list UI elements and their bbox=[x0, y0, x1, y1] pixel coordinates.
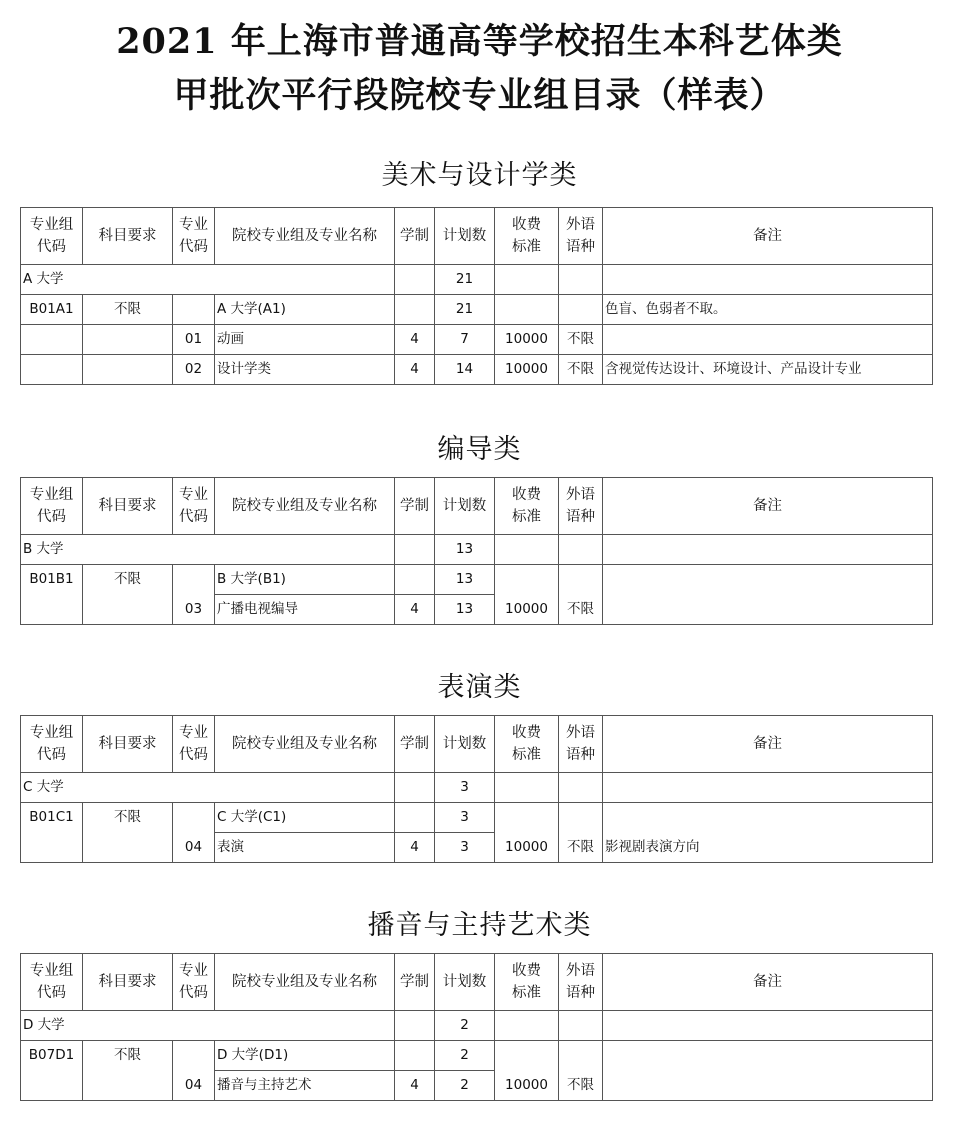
major-row bbox=[21, 833, 933, 863]
school-fee bbox=[495, 535, 559, 565]
header-group-code-line: 代码 bbox=[37, 747, 66, 763]
school-name: B 大学 bbox=[21, 535, 395, 565]
group-code: B01B1 bbox=[21, 565, 83, 595]
header-note: 备注 bbox=[603, 716, 933, 773]
school-lang bbox=[559, 1011, 603, 1041]
group-note bbox=[603, 565, 933, 595]
header-years: 学制 bbox=[395, 478, 435, 535]
major-code: 04 bbox=[173, 1071, 215, 1101]
header-group-code-line: 专业组 bbox=[29, 487, 74, 503]
header-row bbox=[21, 478, 933, 535]
major-lang: 不限 bbox=[559, 325, 603, 355]
major-note bbox=[603, 325, 933, 355]
school-note bbox=[603, 1011, 933, 1041]
group-row bbox=[21, 1041, 933, 1071]
major-group-code bbox=[21, 1071, 83, 1101]
header-plan: 计划数 bbox=[435, 954, 495, 1011]
header-fee bbox=[495, 208, 559, 265]
header-group-code-line: 代码 bbox=[37, 239, 66, 255]
school-name: C 大学 bbox=[21, 773, 395, 803]
header-major-code bbox=[173, 208, 215, 265]
header-name: 院校专业组及专业名称 bbox=[215, 716, 395, 773]
group-fee bbox=[495, 565, 559, 595]
header-note: 备注 bbox=[603, 478, 933, 535]
group-name: D 大学(D1) bbox=[215, 1041, 395, 1071]
school-note bbox=[603, 773, 933, 803]
major-subject-req bbox=[83, 595, 173, 625]
header-lang-line: 外语 bbox=[566, 963, 595, 979]
major-lang: 不限 bbox=[559, 355, 603, 385]
header-group-code-line: 代码 bbox=[37, 509, 66, 525]
school-row bbox=[21, 773, 933, 803]
header-note: 备注 bbox=[603, 954, 933, 1011]
header-name: 院校专业组及专业名称 bbox=[215, 954, 395, 1011]
header-group-code bbox=[21, 478, 83, 535]
group-plan: 21 bbox=[435, 295, 495, 325]
group-name: B 大学(B1) bbox=[215, 565, 395, 595]
major-name: 表演 bbox=[215, 833, 395, 863]
header-major-code-line: 专业 bbox=[179, 487, 208, 503]
major-plan: 3 bbox=[435, 833, 495, 863]
group-years bbox=[395, 1041, 435, 1071]
header-major-code-line: 代码 bbox=[179, 985, 208, 1001]
school-years bbox=[395, 773, 435, 803]
group-lang bbox=[559, 565, 603, 595]
header-plan: 计划数 bbox=[435, 716, 495, 773]
header-subject-req: 科目要求 bbox=[83, 478, 173, 535]
major-row bbox=[21, 355, 933, 385]
header-row bbox=[21, 716, 933, 773]
school-plan: 3 bbox=[435, 773, 495, 803]
section-title: 编导类 bbox=[437, 434, 522, 465]
header-lang-line: 语种 bbox=[566, 985, 595, 1001]
group-row bbox=[21, 295, 933, 325]
school-lang bbox=[559, 265, 603, 295]
major-name: 广播电视编导 bbox=[215, 595, 395, 625]
group-major-code bbox=[173, 565, 215, 595]
header-lang-line: 语种 bbox=[566, 509, 595, 525]
school-plan: 21 bbox=[435, 265, 495, 295]
header-group-code bbox=[21, 208, 83, 265]
major-name: 播音与主持艺术 bbox=[215, 1071, 395, 1101]
group-note: 色盲、色弱者不取。 bbox=[603, 295, 933, 325]
group-years bbox=[395, 295, 435, 325]
header-lang-line: 外语 bbox=[566, 217, 595, 233]
school-years bbox=[395, 265, 435, 295]
major-subject-req bbox=[83, 1071, 173, 1101]
school-plan: 2 bbox=[435, 1011, 495, 1041]
header-fee bbox=[495, 478, 559, 535]
group-lang bbox=[559, 295, 603, 325]
header-fee-line: 标准 bbox=[512, 509, 541, 525]
major-row bbox=[21, 595, 933, 625]
group-major-code bbox=[173, 295, 215, 325]
header-row bbox=[21, 954, 933, 1011]
header-major-code-line: 代码 bbox=[179, 509, 208, 525]
school-row bbox=[21, 535, 933, 565]
group-plan: 13 bbox=[435, 565, 495, 595]
group-subject-req: 不限 bbox=[83, 565, 173, 595]
group-name: A 大学(A1) bbox=[215, 295, 395, 325]
header-major-code-line: 专业 bbox=[179, 217, 208, 233]
group-major-code bbox=[173, 803, 215, 833]
major-note: 含视觉传达设计、环境设计、产品设计专业 bbox=[603, 355, 933, 385]
major-years: 4 bbox=[395, 325, 435, 355]
school-lang bbox=[559, 535, 603, 565]
header-fee-line: 收费 bbox=[512, 725, 541, 741]
major-code: 01 bbox=[173, 325, 215, 355]
header-major-code-line: 专业 bbox=[179, 963, 208, 979]
header-fee-line: 标准 bbox=[512, 985, 541, 1001]
major-row bbox=[21, 325, 933, 355]
header-fee bbox=[495, 716, 559, 773]
group-fee bbox=[495, 803, 559, 833]
major-group-code bbox=[21, 355, 83, 385]
header-name: 院校专业组及专业名称 bbox=[215, 208, 395, 265]
major-code: 03 bbox=[173, 595, 215, 625]
header-major-code bbox=[173, 716, 215, 773]
header-group-code-line: 专业组 bbox=[29, 963, 74, 979]
header-fee-line: 标准 bbox=[512, 747, 541, 763]
header-fee-line: 收费 bbox=[512, 963, 541, 979]
major-row bbox=[21, 1071, 933, 1101]
section-title: 播音与主持艺术类 bbox=[367, 910, 592, 941]
major-lang: 不限 bbox=[559, 595, 603, 625]
header-fee bbox=[495, 954, 559, 1011]
major-name: 设计学类 bbox=[215, 355, 395, 385]
major-note bbox=[603, 595, 933, 625]
major-group-code bbox=[21, 325, 83, 355]
header-years: 学制 bbox=[395, 716, 435, 773]
major-fee: 10000 bbox=[495, 833, 559, 863]
section-table bbox=[20, 715, 933, 863]
major-note bbox=[603, 1071, 933, 1101]
group-subject-req: 不限 bbox=[83, 803, 173, 833]
header-years: 学制 bbox=[395, 208, 435, 265]
group-subject-req: 不限 bbox=[83, 295, 173, 325]
header-major-code-line: 专业 bbox=[179, 725, 208, 741]
major-subject-req bbox=[83, 833, 173, 863]
major-fee: 10000 bbox=[495, 325, 559, 355]
group-code: B01C1 bbox=[21, 803, 83, 833]
school-fee bbox=[495, 1011, 559, 1041]
header-major-code bbox=[173, 478, 215, 535]
header-name: 院校专业组及专业名称 bbox=[215, 478, 395, 535]
major-plan: 13 bbox=[435, 595, 495, 625]
header-lang-line: 外语 bbox=[566, 487, 595, 503]
header-lang-line: 外语 bbox=[566, 725, 595, 741]
group-lang bbox=[559, 1041, 603, 1071]
school-lang bbox=[559, 773, 603, 803]
group-note bbox=[603, 1041, 933, 1071]
school-years bbox=[395, 535, 435, 565]
major-lang: 不限 bbox=[559, 833, 603, 863]
header-row bbox=[21, 208, 933, 265]
group-major-code bbox=[173, 1041, 215, 1071]
header-fee-line: 收费 bbox=[512, 217, 541, 233]
major-subject-req bbox=[83, 355, 173, 385]
header-major-code-line: 代码 bbox=[179, 239, 208, 255]
major-group-code bbox=[21, 833, 83, 863]
group-lang bbox=[559, 803, 603, 833]
group-fee bbox=[495, 1041, 559, 1071]
major-code: 04 bbox=[173, 833, 215, 863]
group-code: B01A1 bbox=[21, 295, 83, 325]
header-subject-req: 科目要求 bbox=[83, 716, 173, 773]
group-subject-req: 不限 bbox=[83, 1041, 173, 1071]
major-fee: 10000 bbox=[495, 355, 559, 385]
header-subject-req: 科目要求 bbox=[83, 208, 173, 265]
school-fee bbox=[495, 265, 559, 295]
group-fee bbox=[495, 295, 559, 325]
school-fee bbox=[495, 773, 559, 803]
header-group-code bbox=[21, 716, 83, 773]
header-lang bbox=[559, 208, 603, 265]
group-plan: 2 bbox=[435, 1041, 495, 1071]
major-note: 影视剧表演方向 bbox=[603, 833, 933, 863]
header-lang bbox=[559, 716, 603, 773]
header-plan: 计划数 bbox=[435, 478, 495, 535]
header-group-code bbox=[21, 954, 83, 1011]
school-name: A 大学 bbox=[21, 265, 395, 295]
school-note bbox=[603, 535, 933, 565]
major-code: 02 bbox=[173, 355, 215, 385]
major-years: 4 bbox=[395, 1071, 435, 1101]
school-note bbox=[603, 265, 933, 295]
major-subject-req bbox=[83, 325, 173, 355]
section-table bbox=[20, 477, 933, 625]
school-row bbox=[21, 265, 933, 295]
major-years: 4 bbox=[395, 355, 435, 385]
group-years bbox=[395, 803, 435, 833]
header-fee-line: 收费 bbox=[512, 487, 541, 503]
group-row bbox=[21, 803, 933, 833]
school-row bbox=[21, 1011, 933, 1041]
major-plan: 7 bbox=[435, 325, 495, 355]
header-note: 备注 bbox=[603, 208, 933, 265]
major-years: 4 bbox=[395, 595, 435, 625]
group-years bbox=[395, 565, 435, 595]
major-fee: 10000 bbox=[495, 1071, 559, 1101]
school-years bbox=[395, 1011, 435, 1041]
major-group-code bbox=[21, 595, 83, 625]
header-subject-req: 科目要求 bbox=[83, 954, 173, 1011]
section-table bbox=[20, 953, 933, 1101]
header-years: 学制 bbox=[395, 954, 435, 1011]
major-fee: 10000 bbox=[495, 595, 559, 625]
major-plan: 14 bbox=[435, 355, 495, 385]
header-group-code-line: 专业组 bbox=[29, 725, 74, 741]
school-name: D 大学 bbox=[21, 1011, 395, 1041]
header-group-code-line: 专业组 bbox=[29, 217, 74, 233]
section-table bbox=[20, 207, 933, 385]
group-name: C 大学(C1) bbox=[215, 803, 395, 833]
header-lang bbox=[559, 478, 603, 535]
major-plan: 2 bbox=[435, 1071, 495, 1101]
header-lang-line: 语种 bbox=[566, 747, 595, 763]
header-fee-line: 标准 bbox=[512, 239, 541, 255]
document-title-line1: 2021 年上海市普通高等学校招生本科艺体类 bbox=[116, 21, 843, 62]
major-years: 4 bbox=[395, 833, 435, 863]
group-note bbox=[603, 803, 933, 833]
major-lang: 不限 bbox=[559, 1071, 603, 1101]
group-code: B07D1 bbox=[21, 1041, 83, 1071]
header-major-code bbox=[173, 954, 215, 1011]
section-title: 美术与设计学类 bbox=[381, 160, 578, 191]
header-group-code-line: 代码 bbox=[37, 985, 66, 1001]
document-title-line2: 甲批次平行段院校专业组目录（样表） bbox=[173, 75, 786, 116]
header-lang-line: 语种 bbox=[566, 239, 595, 255]
school-plan: 13 bbox=[435, 535, 495, 565]
header-plan: 计划数 bbox=[435, 208, 495, 265]
section-title: 表演类 bbox=[437, 672, 522, 703]
major-name: 动画 bbox=[215, 325, 395, 355]
header-major-code-line: 代码 bbox=[179, 747, 208, 763]
group-plan: 3 bbox=[435, 803, 495, 833]
group-row bbox=[21, 565, 933, 595]
header-lang bbox=[559, 954, 603, 1011]
